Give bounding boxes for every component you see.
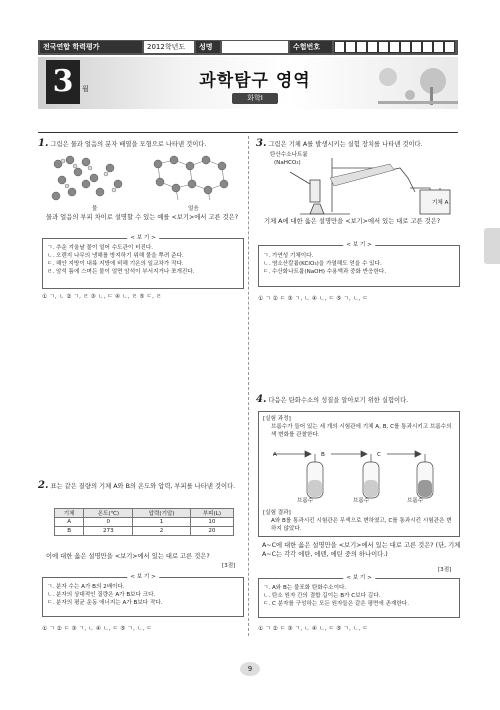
id-number-box[interactable]: [367, 41, 378, 53]
question-2-number: 2.: [38, 480, 49, 491]
bogi-item: ㄹ. 암석 틈에 스며든 물이 얼면 암석이 부서지거나 쪼개진다.: [47, 269, 195, 275]
name-field: [222, 41, 288, 53]
bogi-item: ㄱ. 가연성 기체이다.: [263, 253, 314, 259]
question-4-points: [3점]: [438, 567, 452, 573]
question-1-choices[interactable]: ① ㄱ, ㄴ ② ㄱ, ㄹ ③ ㄴ, ㄷ ④ ㄴ, ㄹ ⑤ ㄷ, ㄹ: [42, 294, 162, 300]
table-cell: B: [55, 527, 84, 536]
page-number: 9: [240, 662, 260, 676]
id-number-box[interactable]: [422, 41, 433, 53]
tube-label-c: C: [377, 452, 381, 458]
column-separator: [248, 136, 249, 636]
question-2-prompt: 이에 대한 옳은 설명만을 <보기>에서 있는 대로 고른 것은?: [46, 553, 210, 560]
id-number-box[interactable]: [334, 41, 345, 53]
apparatus-label-gas: 기체 A: [432, 200, 449, 206]
question-4-number: 4.: [256, 394, 267, 405]
bogi-item: ㄷ. 분자의 평균 운동 에너지는 A가 B보다 작다.: [47, 600, 163, 606]
id-label: 수험번호: [290, 41, 332, 53]
question-3-prompt: 기체 A에 대한 옳은 설명만을 <보기>에서 있는 대로 고른 것은?: [264, 218, 441, 225]
experiment-result-text: A와 B를 통과시킨 시험관은 무색으로 변하였고, C를 통과시킨 시험관은 변하지 않았다.: [271, 518, 452, 532]
header-divider: [38, 132, 458, 133]
table-cell: 1: [133, 518, 190, 527]
table-row: [55, 518, 234, 527]
bogi-item: ㄷ. 수산화나트륨(NaOH) 수용액과 중화 반응한다.: [263, 269, 387, 275]
id-number-box[interactable]: [433, 41, 444, 53]
grade-unit: 월: [82, 85, 89, 93]
bogi-title: < 보 기 >: [127, 573, 159, 581]
grade-number-badge: 3: [46, 60, 80, 104]
table-header: 기체: [55, 509, 84, 518]
question-1: [38, 139, 243, 149]
id-number-box[interactable]: [444, 41, 455, 53]
side-index-tab: [484, 228, 500, 264]
table-header: 온도(℃): [84, 509, 133, 518]
table-header: 부피(L): [190, 509, 233, 518]
id-number-box[interactable]: [378, 41, 389, 53]
question-3: [256, 139, 466, 149]
apparatus-label-formula: (NaHCO₃): [274, 160, 301, 166]
experiment-result-title: [실험 결과]: [263, 510, 291, 516]
table-cell: 273: [84, 527, 133, 536]
experiment-procedure-title: [실험 과정]: [263, 416, 291, 422]
question-4-bogi-box: [258, 575, 460, 618]
bogi-title: < 보 기 >: [127, 234, 159, 242]
tube-caption: 브롬수: [407, 498, 424, 504]
bogi-title: < 보 기 >: [343, 574, 375, 582]
question-2-bogi-box: [42, 574, 244, 617]
bogi-item: ㄴ. 탄소 원자 간의 결합 길이는 B가 C보다 길다.: [263, 593, 381, 599]
question-1-prompt: 물과 얼음의 부피 차이로 설명할 수 있는 예를 <보기>에서 고른 것은?: [46, 214, 239, 221]
id-number-box[interactable]: [389, 41, 400, 53]
figure-label-ice: 얼음: [188, 206, 199, 212]
table-cell: 10: [190, 518, 233, 527]
question-3-number: 3.: [256, 138, 267, 149]
subject-subtitle: 화학Ⅰ: [232, 93, 278, 104]
question-1-stem: 그림은 물과 얼음의 분자 배열을 모형으로 나타낸 것이다.: [50, 141, 207, 148]
question-2-points: [3점]: [222, 563, 236, 569]
apparatus-label-reagent: 탄산수소나트륨: [270, 152, 308, 158]
water-ice-molecule-figure: [48, 152, 238, 204]
bogi-item: ㄱ. 추운 겨울날 물이 얼어 수도관이 터진다.: [47, 245, 154, 251]
bogi-item: ㄴ. 염소산칼륨(KClO₃)을 가열해도 얻을 수 있다.: [263, 261, 382, 267]
id-number-box[interactable]: [345, 41, 356, 53]
bogi-item: ㄴ. 분자의 상대적인 질량은 A가 B보다 크다.: [47, 592, 156, 598]
question-4-prompt: A~C에 대한 옳은 설명만을 <보기>에서 있는 대로 고른 것은? (단, 기체 A~C는 각각 에탄, 에텐, 에틴 중의 하나이다.): [262, 542, 461, 558]
bogi-item: ㄱ. 분자 수는 A가 B의 2배이다.: [47, 584, 125, 590]
figure-label-water: 물: [92, 206, 98, 212]
question-2-choices[interactable]: ① ㄱ ② ㄷ ③ ㄱ, ㄴ ④ ㄴ, ㄷ ⑤ ㄱ, ㄴ, ㄷ: [42, 626, 153, 632]
question-2-stem: 표는 같은 질량의 기체 A와 B의 온도와 압력, 부피를 나타낸 것이다.: [50, 483, 236, 490]
table-cell: 0: [84, 518, 133, 527]
bogi-item: ㄱ. A와 B는 불포화 탄화수소이다.: [263, 585, 347, 591]
name-label: 성명: [196, 41, 220, 53]
experiment-procedure-text: 브롬수가 들어 있는 세 개의 시험관에 기체 A, B, C를 통과시키고 브롬수의 색 변화를 관찰한다.: [271, 424, 452, 438]
question-3-stem: 그림은 기체 A를 발생시키는 실험 장치를 나타낸 것이다.: [268, 141, 423, 148]
subject-title: 과학탐구 영역: [199, 71, 311, 91]
tube-label-a: A: [273, 452, 277, 458]
tube-label-b: B: [321, 452, 325, 458]
question-2-data-table: [54, 508, 234, 536]
id-number-box[interactable]: [411, 41, 422, 53]
bogi-item: ㄷ. 해안 지방이 내륙 지방에 비해 기온의 일교차가 작다.: [47, 261, 184, 267]
id-number-box[interactable]: [400, 41, 411, 53]
id-number-box[interactable]: [356, 41, 367, 53]
question-1-number: 1.: [38, 138, 49, 149]
question-4-choices[interactable]: ① ㄱ ② ㄷ ③ ㄱ, ㄴ ④ ㄴ, ㄷ ⑤ ㄱ, ㄴ, ㄷ: [258, 626, 369, 632]
question-3-bogi-box: [258, 242, 460, 287]
table-cell: 2: [133, 527, 190, 536]
table-cell: 20: [190, 527, 233, 536]
table-cell: A: [55, 518, 84, 527]
question-3-choices[interactable]: ① ㄱ ② ㄷ ③ ㄱ, ㄴ ④ ㄴ, ㄷ ⑤ ㄱ, ㄴ, ㄷ: [258, 296, 369, 302]
question-1-bogi-box: [42, 235, 244, 289]
experiment-box: [258, 411, 460, 537]
table-row: [55, 527, 234, 536]
tube-caption: 브롬수: [353, 498, 370, 504]
bogi-title: < 보 기 >: [343, 241, 375, 249]
exam-year: 2012학년도: [144, 41, 194, 53]
table-header: 압력(기압): [133, 509, 190, 518]
bogi-item: ㄴ. 오렌지 나무의 냉해를 방지하기 위해 물을 뿌려 준다.: [47, 253, 184, 259]
bogi-item: ㄷ. C 분자를 구성하는 모든 원자들은 같은 평면에 존재한다.: [263, 601, 409, 607]
question-4-stem: 다음은 탄화수소의 성질을 알아보기 위한 실험이다.: [268, 397, 409, 404]
question-2: [38, 481, 243, 491]
tube-caption: 브롬수: [297, 498, 314, 504]
question-4: [256, 395, 466, 405]
exam-name: 전국연합 학력평가: [40, 41, 142, 53]
